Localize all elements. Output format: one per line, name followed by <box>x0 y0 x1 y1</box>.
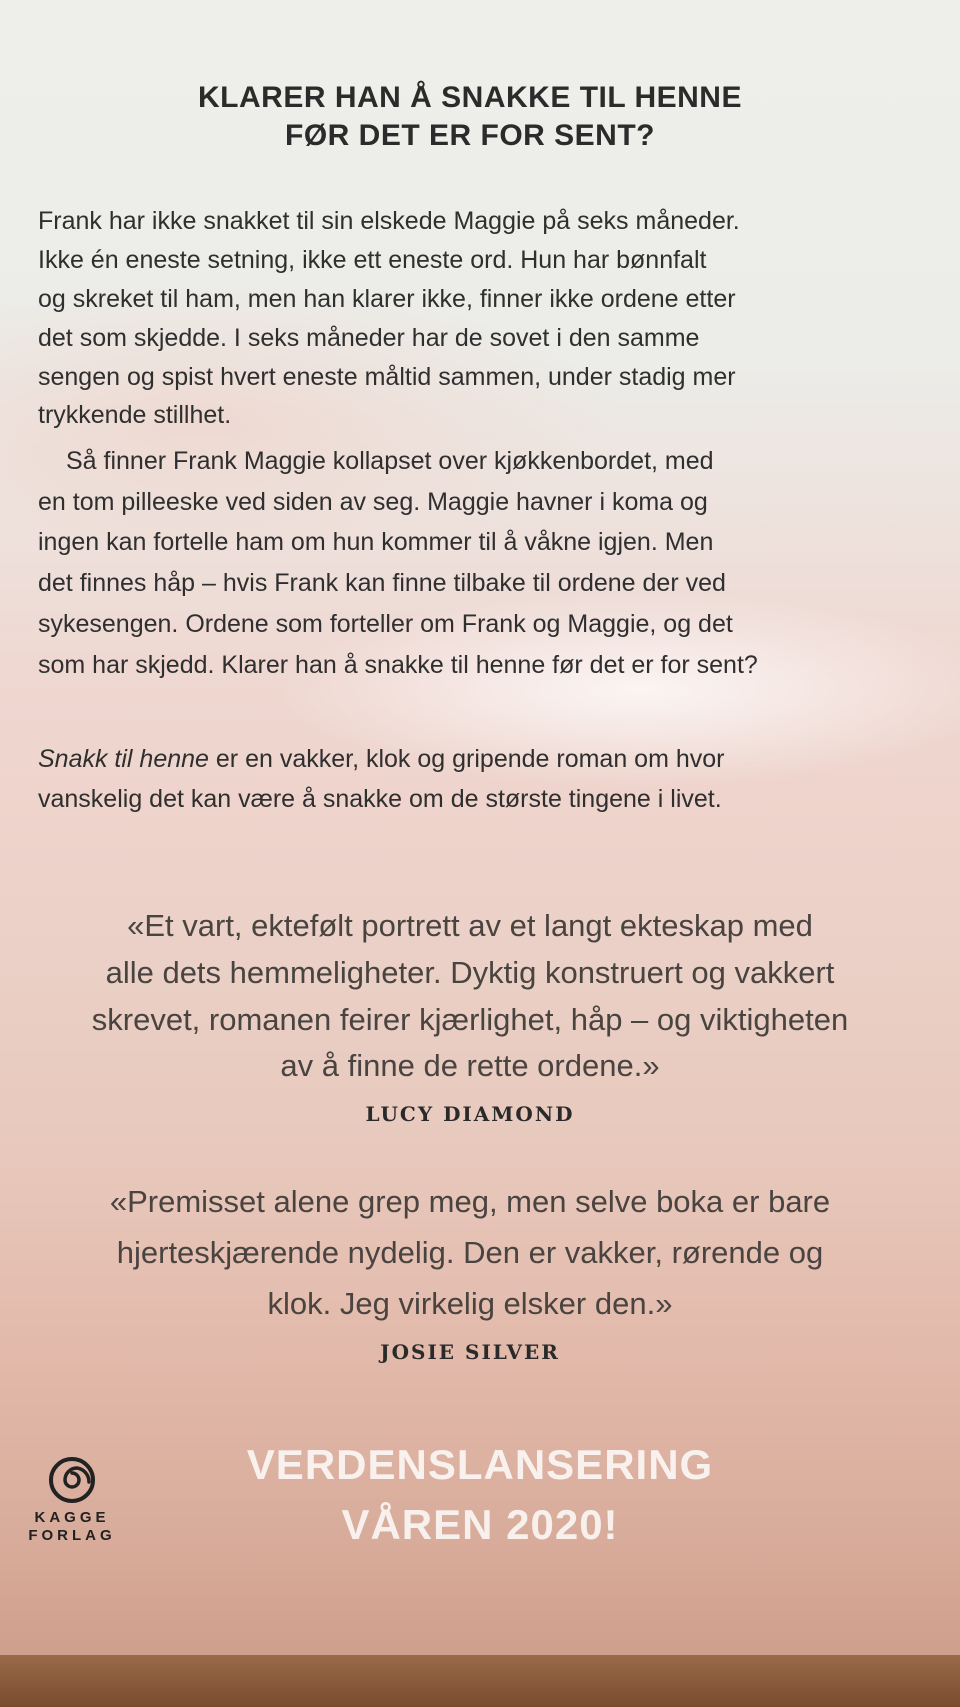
quote-line: «Premisset alene grep meg, men selve boka er bare <box>109 1184 831 1219</box>
blurb-line: det finnes håp – hvis Frank kan finne tilbake til ordene der ved <box>38 569 726 597</box>
blurb-line: en tom pilleeske ved siden av seg. Maggie havner i koma og <box>38 488 708 516</box>
blurb-line: sykesengen. Ordene som forteller om Frank og Maggie, og det <box>38 610 733 638</box>
publisher-name-line-1: KAGGE <box>34 1509 110 1526</box>
quote-line: hjerteskjærende nydelig. Den er vakker, rørende og <box>116 1235 824 1270</box>
summary-text: er en vakker, klok og gripende roman om hvor <box>208 745 725 773</box>
book-title: Snakk til henne <box>38 745 209 773</box>
quote-line: alle dets hemmeligheter. Dyktig konstruert og vakkert <box>105 955 835 990</box>
blurb-line: Frank har ikke snakket til sin elskede Maggie på seks måneder. <box>38 207 740 235</box>
quote-1-author: LUCY DIAMOND <box>365 1102 575 1126</box>
table-surface <box>0 1655 960 1707</box>
blurb-line: som har skjedd. Klarer han å snakke til henne før det er for sent? <box>38 651 758 679</box>
blurb-line: og skreket til ham, men han klarer ikke, finner ikke ordene etter <box>38 285 736 313</box>
blurb-line: sengen og spist hvert eneste måltid sammen, under stadig mer <box>38 363 736 391</box>
quote-line: «Et vart, ektefølt portrett av et langt ekteskap med <box>127 908 813 943</box>
blurb-line: trykkende stillhet. <box>38 401 232 429</box>
quote-2-author: JOSIE SILVER <box>380 1340 560 1364</box>
blurb-line: ingen kan fortelle ham om hun kommer til å våkne igjen. Men <box>38 528 714 556</box>
blurb-line: det som skjedde. I seks måneder har de sovet i den samme <box>38 324 700 352</box>
headline-line-2: FØR DET ER FOR SENT? <box>285 119 655 152</box>
quote-line: av å finne de rette ordene.» <box>280 1048 660 1083</box>
summary-line-2: vanskelig det kan være å snakke om de største tingene i livet. <box>38 785 722 813</box>
promo-line-1: VERDENSLANSERING <box>246 1441 714 1488</box>
publisher-name-line-2: FORLAG <box>28 1527 116 1544</box>
blurb-line: Så finner Frank Maggie kollapset over kjøkkenbordet, med <box>66 447 714 475</box>
quote-line: skrevet, romanen feirer kjærlighet, håp – og viktigheten <box>91 1002 849 1037</box>
headline-line-1: KLARER HAN Å SNAKKE TIL HENNE <box>198 81 742 114</box>
blurb-line: Ikke én eneste setning, ikke ett eneste ord. Hun har bønnfalt <box>38 246 707 274</box>
promo-line-2: VÅREN 2020! <box>341 1501 619 1548</box>
summary-line-1 <box>38 744 725 774</box>
quote-line: klok. Jeg virkelig elsker den.» <box>267 1286 673 1321</box>
